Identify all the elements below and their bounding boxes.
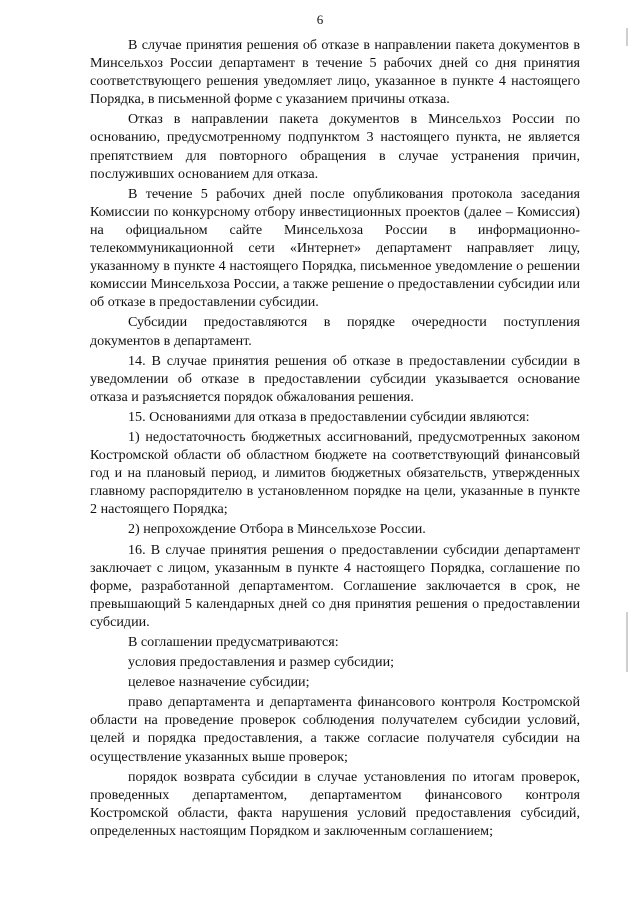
paragraph: 2) непрохождение Отбора в Минсельхозе России. bbox=[128, 521, 426, 538]
scan-edge-mark bbox=[626, 28, 628, 46]
paragraph: 14. В случае принятия решения об отказе в предоставлении субсидии в уведомлении об отказе в предоставлении субсидии указывается основание отказа и разъясняется порядок обжалования решения. bbox=[90, 352, 580, 405]
paragraph: Отказ в направлении пакета документов в Минсельхоз России по основанию, предусмотренному подпунктом 3 настоящего пункта, не является препятствием для повторного обращения в случае устранения причин, послуживших основанием для отказа. bbox=[90, 111, 580, 182]
paragraph: В течение 5 рабочих дней после опубликования протокола заседания Комиссии по конкурсному отбору инвестиционных проектов (далее – Комиссия) на официальном сайте Минсельхоза России в информационно-телекоммуникационной сети «Интернет» департамент направляет лицу, указанному в пункте 4 настоящего Порядка, письменное уведомление о решении комиссии Минсельхоза России, а также решение о предоставлении субсидии или об отказе в предоставлении субсидии. bbox=[90, 185, 580, 311]
paragraph: целевое назначение субсидии; bbox=[128, 674, 310, 691]
paragraph: порядок возврата субсидии в случае установления по итогам проверок, проведенных департаментом, департаментом финансового контроля Костромской области, факта нарушения условий предоставления субсидий, определенных настоящим Порядком и заключенным соглашением; bbox=[90, 768, 580, 839]
document-body bbox=[90, 36, 580, 842]
paragraph: 16. В случае принятия решения о предоставлении субсидии департамент заключает с лицом, указанным в пункте 4 настоящего Порядка, соглашение по форме, разработанной департаментом. Соглашение заключается в срок, не превышающий 5 календарных дней со дня принятия решения о предоставлении субсидии. bbox=[90, 541, 580, 630]
paragraph: право департамента и департамента финансового контроля Костромской области на проведение проверок соблюдения получателем субсидии условий, целей и порядка предоставления, а также согласие получателя субсидии на осуществление указанных выше проверок; bbox=[90, 694, 580, 765]
paragraph: В случае принятия решения об отказе в направлении пакета документов в Минсельхоз России департамент в течение 5 рабочих дней со дня принятия соответствующего решения уведомляет лицо, указанное в пункте 4 настоящего Порядка, в письменной форме с указанием причины отказа. bbox=[90, 37, 580, 108]
page-number: 6 bbox=[316, 12, 324, 27]
scan-edge-mark bbox=[626, 612, 628, 672]
paragraph: 1) недостаточность бюджетных ассигнований, предусмотренных законом Костромской области об областном бюджете на соответствующий финансовый год и на плановый период, и лимитов бюджетных обязательств, утвержденных главному распорядителю в установленном порядке на цели, указанные в пункте 2 настоящего Порядка; bbox=[90, 428, 580, 518]
paragraph: условия предоставления и размер субсидии; bbox=[128, 654, 395, 671]
paragraph: В соглашении предусматриваются: bbox=[128, 634, 339, 650]
paragraph: 15. Основаниями для отказа в предоставлении субсидии являются: bbox=[128, 408, 530, 425]
paragraph: Субсидии предоставляются в порядке очередности поступления документов в департамент. bbox=[90, 314, 580, 349]
